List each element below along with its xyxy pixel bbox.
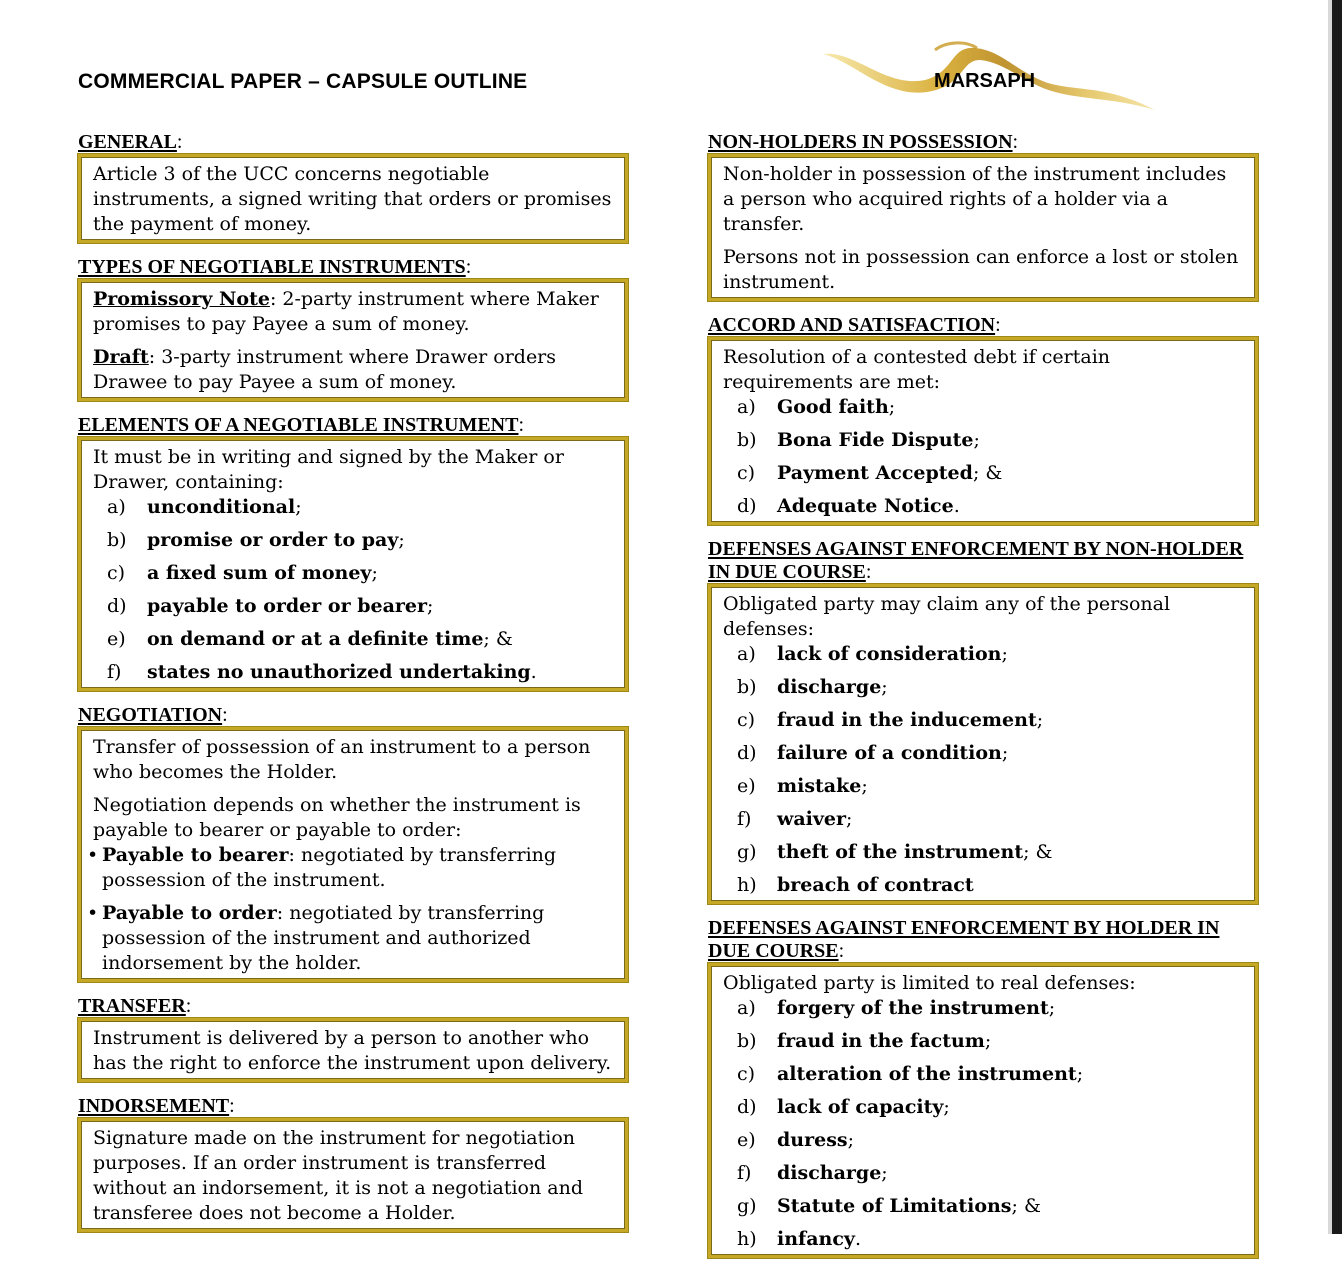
nonholders-p1: Non-holder in possession of the instrument includes a person who acquired rights of a holder via a transfer.	[723, 163, 1227, 235]
section-heading: TYPES OF NEGOTIABLE INSTRUMENTS:	[78, 256, 472, 278]
section-heading: TRANSFER:	[78, 995, 192, 1017]
section-box	[708, 963, 1258, 1258]
type-item: Promissory Note: 2-party instrument where Maker promises to pay Payee a sum of money.	[93, 288, 599, 335]
left-column	[78, 131, 628, 1245]
section-box	[78, 1018, 628, 1082]
list-item: e) mistake;	[737, 775, 868, 797]
section-heading: DEFENSES AGAINST ENFORCEMENT BY NON-HOLDER IN DUE COURSE:	[708, 538, 1244, 583]
page-title: COMMERCIAL PAPER – CAPSULE OUTLINE	[78, 70, 528, 93]
nonholders-p2: Persons not in possession can enforce a lost or stolen instrument.	[723, 246, 1239, 293]
defenses-holder-intro: Obligated party is limited to real defenses:	[723, 972, 1136, 994]
section-elements	[78, 414, 628, 691]
list-item: a) forgery of the instrument;	[737, 997, 1056, 1019]
section-defenses-holder	[708, 917, 1258, 1258]
list-item: b) promise or order to pay;	[107, 529, 405, 551]
list-item: • Payable to order: negotiated by transferring possession of the instrument and authorized indorsement by the holder.	[87, 902, 545, 974]
negotiation-p1: Transfer of possession of an instrument to a person who becomes the Holder.	[93, 736, 591, 783]
section-box	[78, 279, 628, 401]
section-heading: GENERAL:	[78, 131, 183, 153]
section-box	[78, 727, 628, 982]
section-box	[78, 437, 628, 691]
defenses-nonholder-list	[723, 642, 1243, 898]
window-edge	[1332, 0, 1342, 1234]
list-item: • Payable to bearer: negotiated by transferring possession of the instrument.	[87, 844, 557, 891]
list-item: f) discharge;	[737, 1162, 888, 1184]
section-heading: ELEMENTS OF A NEGOTIABLE INSTRUMENT:	[78, 414, 525, 436]
list-item: e) on demand or at a definite time; &	[107, 628, 513, 650]
list-item: h) infancy.	[737, 1228, 861, 1250]
section-accord	[708, 314, 1258, 525]
section-heading: DEFENSES AGAINST ENFORCEMENT BY HOLDER IN DUE COURSE:	[708, 917, 1220, 962]
list-item: d) lack of capacity;	[737, 1096, 950, 1118]
negotiation-p2: Negotiation depends on whether the instrument is payable to bearer or payable to order:	[93, 794, 581, 841]
list-item: c) alteration of the instrument;	[737, 1063, 1084, 1085]
list-item: d) Adequate Notice.	[737, 495, 960, 517]
list-item: b) fraud in the factum;	[737, 1030, 992, 1052]
right-column	[708, 131, 1258, 1271]
negotiation-bullets	[87, 843, 613, 976]
section-box	[78, 154, 628, 243]
section-types	[78, 256, 628, 401]
list-item: b) discharge;	[737, 676, 888, 698]
list-item: c) Payment Accepted; &	[737, 462, 1003, 484]
transfer-text: Instrument is delivered by a person to another who has the right to enforce the instrument upon delivery.	[93, 1027, 612, 1074]
list-item: f) waiver;	[737, 808, 853, 830]
section-negotiation	[78, 704, 628, 982]
section-nonholders	[708, 131, 1258, 301]
list-item: a) lack of consideration;	[737, 643, 1008, 665]
defenses-holder-list	[723, 996, 1243, 1252]
section-box	[78, 1118, 628, 1232]
list-item: c) fraud in the inducement;	[737, 709, 1044, 731]
section-box	[708, 584, 1258, 904]
section-indorsement	[78, 1095, 628, 1232]
general-text: Article 3 of the UCC concerns negotiable instruments, a signed writing that orders or promises the payment of money.	[93, 163, 612, 235]
section-transfer	[78, 995, 628, 1082]
list-item: g) theft of the instrument; &	[737, 841, 1053, 863]
section-heading: NEGOTIATION:	[78, 704, 228, 726]
section-heading: INDORSEMENT:	[78, 1095, 235, 1117]
section-general	[78, 131, 628, 243]
list-item: g) Statute of Limitations; &	[737, 1195, 1041, 1217]
section-heading: ACCORD AND SATISFACTION:	[708, 314, 1001, 336]
list-item: f) states no unauthorized undertaking.	[107, 661, 537, 683]
indorsement-text: Signature made on the instrument for negotiation purposes. If an order instrument is transferred without an indorsement, it is not a negotiation and transferee does not become a Holder.	[93, 1127, 583, 1224]
accord-intro: Resolution of a contested debt if certain requirements are met:	[723, 346, 1111, 393]
list-item: b) Bona Fide Dispute;	[737, 429, 980, 451]
accord-list	[723, 395, 1243, 519]
section-defenses-nonholder	[708, 538, 1258, 904]
section-heading: NON-HOLDERS IN POSSESSION:	[708, 131, 1019, 153]
defenses-nonholder-intro: Obligated party may claim any of the personal defenses:	[723, 593, 1171, 640]
section-box	[708, 154, 1258, 301]
list-item: e) duress;	[737, 1129, 854, 1151]
list-item: h) breach of contract	[737, 874, 974, 896]
type-item: Draft: 3-party instrument where Drawer orders Drawee to pay Payee a sum of money.	[93, 346, 557, 393]
elements-list	[93, 495, 613, 685]
list-item: a) Good faith;	[737, 396, 896, 418]
list-item: d) payable to order or bearer;	[107, 595, 434, 617]
elements-intro: It must be in writing and signed by the Maker or Drawer, containing:	[93, 446, 564, 493]
section-box	[708, 337, 1258, 525]
brand-name: MARSAPH	[934, 70, 1036, 92]
list-item: d) failure of a condition;	[737, 742, 1009, 764]
list-item: a) unconditional;	[107, 496, 302, 518]
list-item: c) a fixed sum of money;	[107, 562, 378, 584]
